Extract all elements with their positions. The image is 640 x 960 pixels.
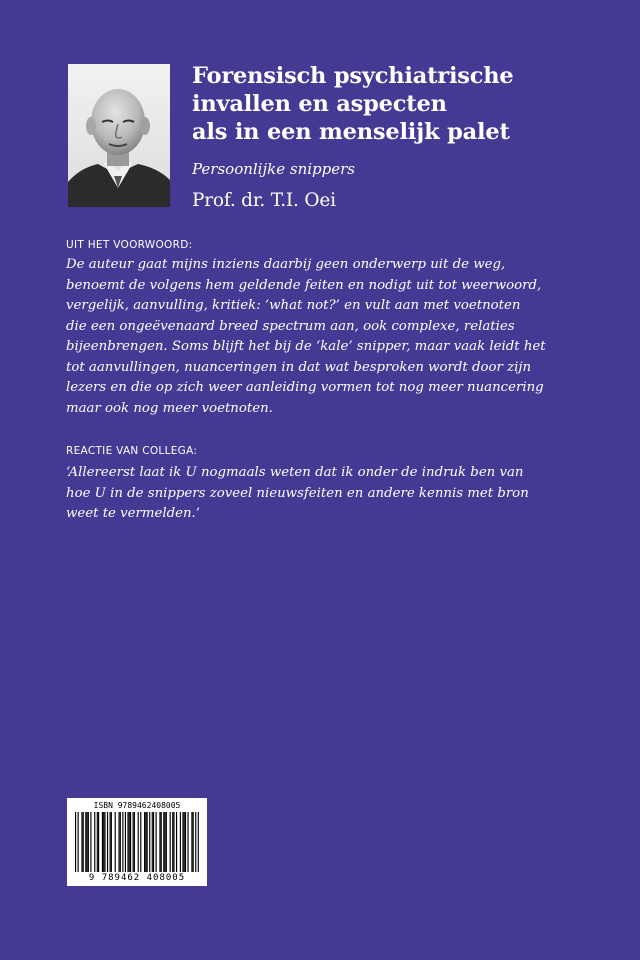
barcode-bar — [133, 812, 134, 872]
barcode-bar — [102, 812, 103, 872]
barcode-bar — [187, 812, 188, 872]
barcode-bar — [94, 812, 95, 872]
barcode-bar — [107, 812, 108, 872]
barcode-bar — [127, 812, 128, 872]
barcode-bar — [180, 812, 181, 872]
isbn-digits: 9 789462 408005 — [88, 873, 186, 883]
barcode-bar — [118, 812, 119, 872]
barcode-bar — [81, 812, 82, 872]
title-line: invallen en aspecten — [192, 91, 447, 117]
foreword-line: die een ongeëvenaard breed spectrum aan, ook complexe, relaties — [66, 318, 515, 334]
barcode-bar — [111, 812, 112, 872]
barcode-bar — [104, 812, 105, 872]
barcode-bar — [193, 812, 194, 872]
barcode-bar — [120, 812, 121, 872]
foreword-text — [66, 255, 596, 419]
barcode-bar — [83, 812, 84, 872]
foreword-line: bijeenbrengen. Soms blijft het bij de ‘kale’ snipper, maar vaak leidt het — [66, 339, 546, 354]
barcode-bar — [144, 812, 145, 872]
isbn-label: ISBN 9789462408005 — [93, 801, 181, 810]
barcode-bar — [166, 812, 167, 872]
barcode-bar — [129, 812, 130, 872]
barcode-bar — [125, 812, 126, 872]
barcode-bar — [85, 812, 86, 872]
barcode-bar — [110, 812, 111, 872]
barcode-bar — [75, 812, 76, 872]
barcode-bar — [122, 812, 123, 872]
barcode-bar — [98, 812, 99, 872]
barcode-bar — [134, 812, 135, 872]
foreword-line: maar ook nog meer voetnoten. — [66, 400, 273, 416]
barcode-bar — [149, 812, 150, 872]
barcode-bar — [176, 812, 177, 872]
barcode-bar — [78, 812, 79, 872]
barcode-bar — [138, 812, 139, 872]
barcode-bars — [75, 812, 199, 872]
author-portrait-image — [68, 64, 170, 207]
barcode-bar — [170, 812, 171, 872]
barcode-bar — [198, 812, 199, 872]
barcode-bar — [185, 812, 186, 872]
author-photo — [68, 64, 170, 207]
foreword-line: lezers en die op zich weer aanleiding vormen tot nog meer nuancering — [66, 380, 544, 395]
barcode-bar — [147, 812, 148, 872]
barcode-bar — [115, 812, 116, 872]
foreword-line: vergelijk, aanvulling, kritiek: ‘what not?’ en vult aan met voetnoten — [66, 298, 521, 313]
barcode-bar — [159, 812, 160, 872]
colleague-reaction-text — [66, 463, 596, 525]
barcode-bar — [172, 812, 173, 872]
barcode-bar — [103, 812, 104, 872]
barcode-bar — [130, 812, 131, 872]
barcode-bar — [164, 812, 165, 872]
author-name: Prof. dr. T.I. Oei — [192, 190, 336, 211]
colleague-line: hoe U in de snippers zoveel nieuwsfeiten en andere kennis met bron — [66, 485, 529, 501]
colleague-reaction-label: REACTIE VAN COLLEGA: — [66, 445, 198, 457]
barcode-bar — [163, 812, 164, 872]
barcode-bar — [97, 812, 98, 872]
foreword-line: De auteur gaat mijns inziens daarbij geen onderwerp uit de weg, — [66, 257, 506, 272]
barcode-bar — [152, 812, 153, 872]
barcode-bar — [195, 812, 196, 872]
barcode-bar — [153, 812, 154, 872]
foreword-line: tot aanvullingen, nuanceringen in dat wat besproken wordt door zijn — [66, 359, 532, 375]
barcode-bar — [140, 812, 141, 872]
foreword-line: benoemt de volgens hem geldende feiten en nodigt uit tot weerwoord, — [66, 277, 542, 293]
barcode-bar — [182, 812, 183, 872]
barcode-bar — [90, 812, 91, 872]
colleague-line: ‘Allereerst laat ik U nogmaals weten dat ik onder de indruk ben van — [66, 465, 524, 480]
book-title — [192, 62, 622, 146]
barcode-bar — [145, 812, 146, 872]
foreword-label: UIT HET VOORWOORD: — [66, 239, 193, 251]
barcode-bar — [173, 812, 174, 872]
barcode-bar — [184, 812, 185, 872]
title-line: als in een menselijk palet — [192, 119, 510, 145]
book-subtitle: Persoonlijke snippers — [192, 160, 355, 178]
colleague-line: weet te vermelden.’ — [66, 506, 200, 521]
title-line: Forensisch psychiatrische — [192, 63, 514, 89]
barcode-bar — [88, 812, 89, 872]
barcode-bar — [156, 812, 157, 872]
barcode-bar — [161, 812, 162, 872]
isbn-barcode — [67, 798, 207, 886]
barcode-bar — [87, 812, 88, 872]
barcode-bar — [191, 812, 192, 872]
